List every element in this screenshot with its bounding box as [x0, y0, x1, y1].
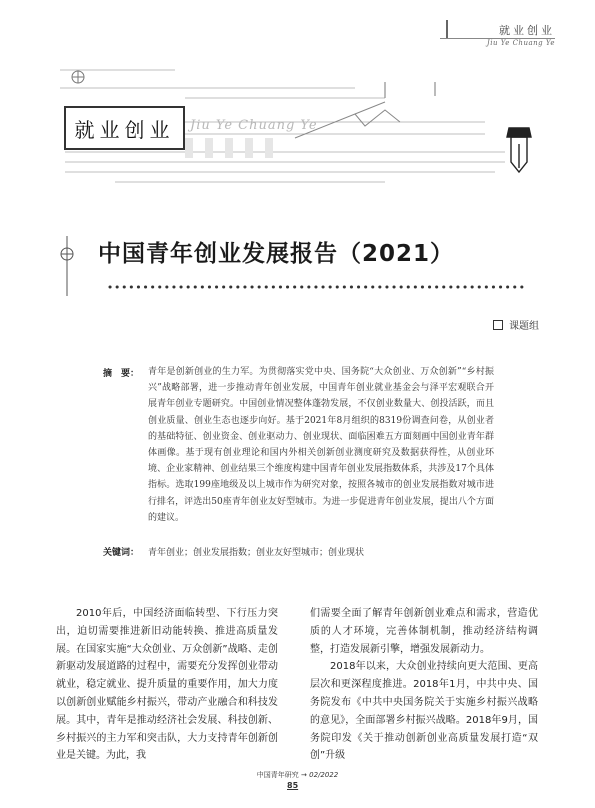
abstract-text: 青年是创新创业的生力军。为贯彻落实党中央、国务院“大众创业、万众创新”“乡村振兴”战略部署，进一步推动青年创业发展，中国青年创业就业基金会与泽平宏观联合开展青年创业专题研究。中国创业情况整体蓬勃发展，不仅创业数量大、创投活跃，而且创业质量、创业生态也逐步向好。基于2021年8月组织的8319份调查问卷，从创业者的基础特征、创业资金、创业驱动力、创业现状、面临困难五方面刻画中国创业青年群体画像。基于现有创业理论和国内外相关创新创业测度研究及数据获得性，从创业环境、企业家精神、创业结果三个维度构建中国青年创业发展指数体系，共涉及17个具体指标。选取199座地级及以上城市作为研究对象，按照各城市的创业发展指数对城市进行排名，评选出50座青年创业友好型城市。为进一步促进青年创业发展，提出八个方面的建议。	[148, 367, 494, 523]
banner-ticks	[385, 82, 435, 98]
title-dotted-rule	[108, 284, 528, 290]
page-footer	[0, 770, 595, 780]
abstract-label: 摘 要：	[103, 369, 140, 379]
page-number: 85	[287, 781, 299, 790]
body-paragraph: 2018年以来，大众创业持续向更大范围、更高层次和更深程度推进。2018年1月，中共中央、国务院发布《中共中央国务院关于实施乡村振兴战略的意见》，全面部署乡村振兴战略。2018年9月，国务院印发《关于推动创新创业高质量发展打造“双创”升级	[310, 661, 538, 762]
keywords-text: 青年创业；创业发展指数；创业友好型城市；创业现状	[148, 548, 365, 558]
running-header	[487, 22, 555, 47]
body-column-right	[310, 605, 538, 765]
running-header-section: 就业创业	[499, 24, 555, 37]
banner-blocks	[185, 138, 273, 158]
body-column-left	[56, 605, 278, 765]
section-label-pinyin: Jiu Ye Chuang Ye	[190, 118, 318, 133]
banner-ornament	[72, 71, 84, 83]
footer-issue: 02/2022	[309, 771, 339, 779]
running-header-rule	[440, 38, 555, 39]
section-label: 就业创业	[74, 117, 175, 142]
title-ornament	[55, 236, 85, 296]
running-header-bar	[446, 20, 448, 38]
body-paragraph-continued: 们需要全面了解青年创新创业难点和需求，营造优质的人才环境，完善体制机制，推动经济结构调整，打造发展新引擎，增强发展新动力。	[310, 608, 538, 655]
article-author	[493, 317, 539, 332]
author-square-icon	[493, 320, 503, 330]
article-title: 中国青年创业发展报告（2021）	[98, 241, 455, 267]
footer-journal: 中国青年研究	[256, 771, 299, 779]
footer-arrow-icon: →	[301, 771, 310, 779]
author-name: 课题组	[509, 321, 539, 332]
pen-nib-icon	[507, 128, 531, 172]
keywords-label: 关键词：	[103, 548, 140, 558]
body-paragraph: 2010年后，中国经济面临转型、下行压力突出，迫切需要推进新旧动能转换、推进高质量发展。在国家实施“大众创业、万众创新”战略、走创新驱动发展道路的过程中，需要充分发挥创业带动就业，稳定就业、提升质量的重要作用，加大力度以创新创业赋能乡村振兴，带动产业融合和科技发展。其中，青年是推动经济社会发展、科技创新、乡村振兴的主力军和突击队，大力支持青年创新创业是关键。为此，我	[56, 608, 278, 762]
section-label-box	[64, 106, 185, 150]
running-header-pinyin: Jiu Ye Chuang Ye	[486, 39, 555, 47]
